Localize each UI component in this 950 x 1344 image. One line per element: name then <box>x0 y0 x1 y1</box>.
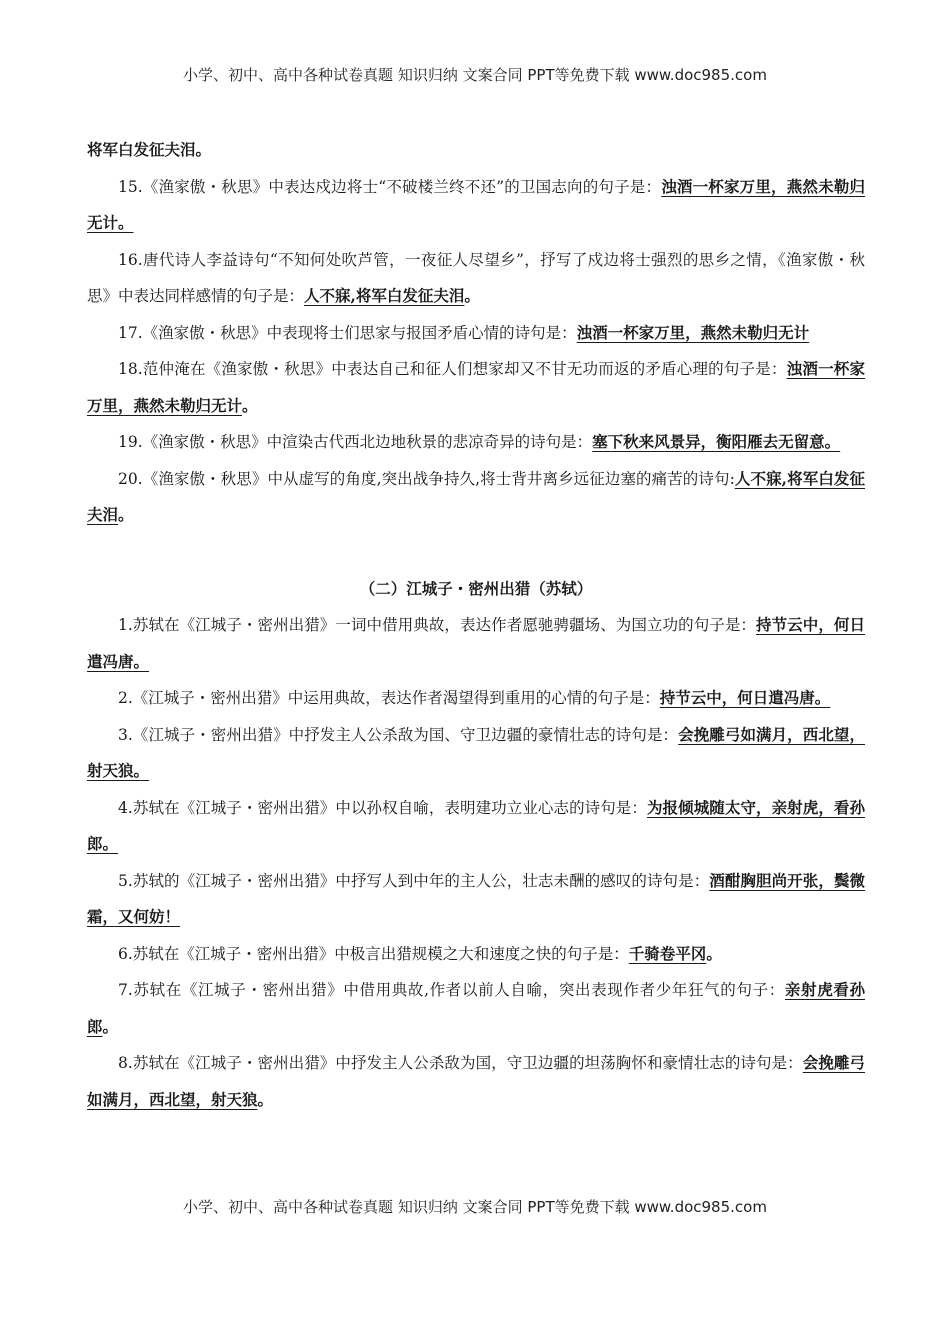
continuation-tail: 。 <box>195 140 212 159</box>
answer-text: 浊酒一杯家万里，燕然未勒归无计 <box>576 322 810 342</box>
answer-text: 浊酒一杯家万里，燕然未勒归无计 <box>87 359 865 415</box>
page-header: 小学、初中、高中各种试卷真题 知识归纳 文案合同 PPT等免费下载 www.doc985.com <box>183 66 767 84</box>
question-item <box>87 461 865 534</box>
answer-tail: 。 <box>706 943 722 963</box>
question-item <box>87 972 865 1045</box>
question-text: 16.唐代诗人李益诗句“不知何处吹芦管，一夜征人尽望乡”，抒写了戍边将士强烈的思乡之情，《渔家傲・秋思》中表达同样感情的句子是： <box>87 250 865 305</box>
question-item <box>87 242 865 315</box>
answer-text: 持节云中，何日遣冯唐。 <box>87 615 865 671</box>
answer-text: 人不寐,将军白发征夫泪 <box>87 468 865 524</box>
question-item <box>87 351 865 424</box>
question-text: 8.苏轼在《江城子・密州出猎》中抒发主人公杀敌为国，守卫边疆的坦荡胸怀和豪情壮志的诗句是： <box>118 1054 803 1072</box>
question-text: 1.苏轼在《江城子・密州出猎》一词中借用典故，表达作者愿驰骋疆场、为国立功的句子是： <box>118 616 757 634</box>
question-text: 19.《渔家傲・秋思》中渲染古代西北边地秋景的悲凉奇异的诗句是： <box>118 433 593 451</box>
question-item <box>87 863 865 936</box>
question-item <box>87 315 865 352</box>
section-2-questions <box>87 607 865 1118</box>
question-item <box>87 607 865 680</box>
answer-text: 持节云中，何日遣冯唐。 <box>659 688 831 707</box>
question-item <box>87 790 865 863</box>
question-item <box>87 424 865 461</box>
question-item <box>87 717 865 790</box>
question-item <box>87 936 865 973</box>
answer-tail: 。 <box>102 1016 119 1036</box>
answer-text: 人不寐,将军白发征夫泪 <box>304 286 465 305</box>
answer-text: 浊酒一杯家万里，燕然未勒归无计。 <box>87 176 865 232</box>
question-text: 6.苏轼在《江城子・密州出猎》中极言出猎规模之大和速度之快的句子是： <box>118 944 629 963</box>
answer-text: 塞下秋来风景异，衡阳雁去无留意。 <box>592 432 841 451</box>
answer-tail: 。 <box>257 1089 274 1109</box>
continuation-text: 将军白发征夫泪 <box>87 140 196 159</box>
answer-tail: 。 <box>242 395 258 415</box>
question-text: 20.《渔家傲・秋思》中从虚写的角度,突出战争持久,将士背井离乡远征边塞的痛苦的诗句: <box>118 469 735 488</box>
document-body <box>87 132 865 1118</box>
question-text: 2.《江城子・密州出猎》中运用典故，表达作者渴望得到重用的心情的句子是： <box>118 689 660 707</box>
answer-text: 千骑卷平冈 <box>628 943 707 963</box>
question-item <box>87 1045 865 1118</box>
page-footer: 小学、初中、高中各种试卷真题 知识归纳 文案合同 PPT等免费下载 www.doc985.com <box>183 1198 767 1216</box>
section-2-title: （二）江城子・密州出猎（苏轼） <box>359 578 593 598</box>
answer-text: 酒酣胸胆尚开张，鬓微霜，又何妨！ <box>87 870 865 926</box>
continuation-line <box>87 132 865 169</box>
question-text: 3.《江城子・密州出猎》中抒发主人公杀敌为国、守卫边疆的豪情壮志的诗句是： <box>118 725 679 744</box>
answer-text: 会挽雕弓如满月，西北望，射天狼 <box>87 1053 865 1109</box>
section-1-questions <box>87 169 865 534</box>
answer-tail: 。 <box>464 286 480 305</box>
question-item <box>87 169 865 242</box>
question-item <box>87 680 865 717</box>
question-text: 18.范仲淹在《渔家傲・秋思》中表达自己和征人们想家却又不甘无功而返的矛盾心理的句子是： <box>118 360 787 378</box>
answer-text: 亲射虎看孙郎 <box>87 980 865 1036</box>
question-text: 5.苏轼的《江城子・密州出猎》中抒写人到中年的主人公，壮志未酬的感叹的诗句是： <box>118 871 710 890</box>
question-text: 17.《渔家傲・秋思》中表现将士们思家与报国矛盾心情的诗句是： <box>118 323 577 342</box>
question-text: 7.苏轼在《江城子・密州出猎》中借用典故,作者以前人自喻，突出表现作者少年狂气的句子： <box>118 981 785 999</box>
answer-text: 会挽雕弓如满月，西北望，射天狼。 <box>87 724 865 780</box>
question-text: 4.苏轼在《江城子・密州出猎》中以孙权自喻，表明建功立业心志的诗句是： <box>118 798 647 817</box>
answer-tail: 。 <box>118 505 134 524</box>
answer-text: 为报倾城随太守，亲射虎，看孙郎。 <box>87 797 865 853</box>
question-text: 15.《渔家傲・秋思》中表达戍边将士“不破楼兰终不还”的卫国志向的句子是： <box>118 177 662 196</box>
